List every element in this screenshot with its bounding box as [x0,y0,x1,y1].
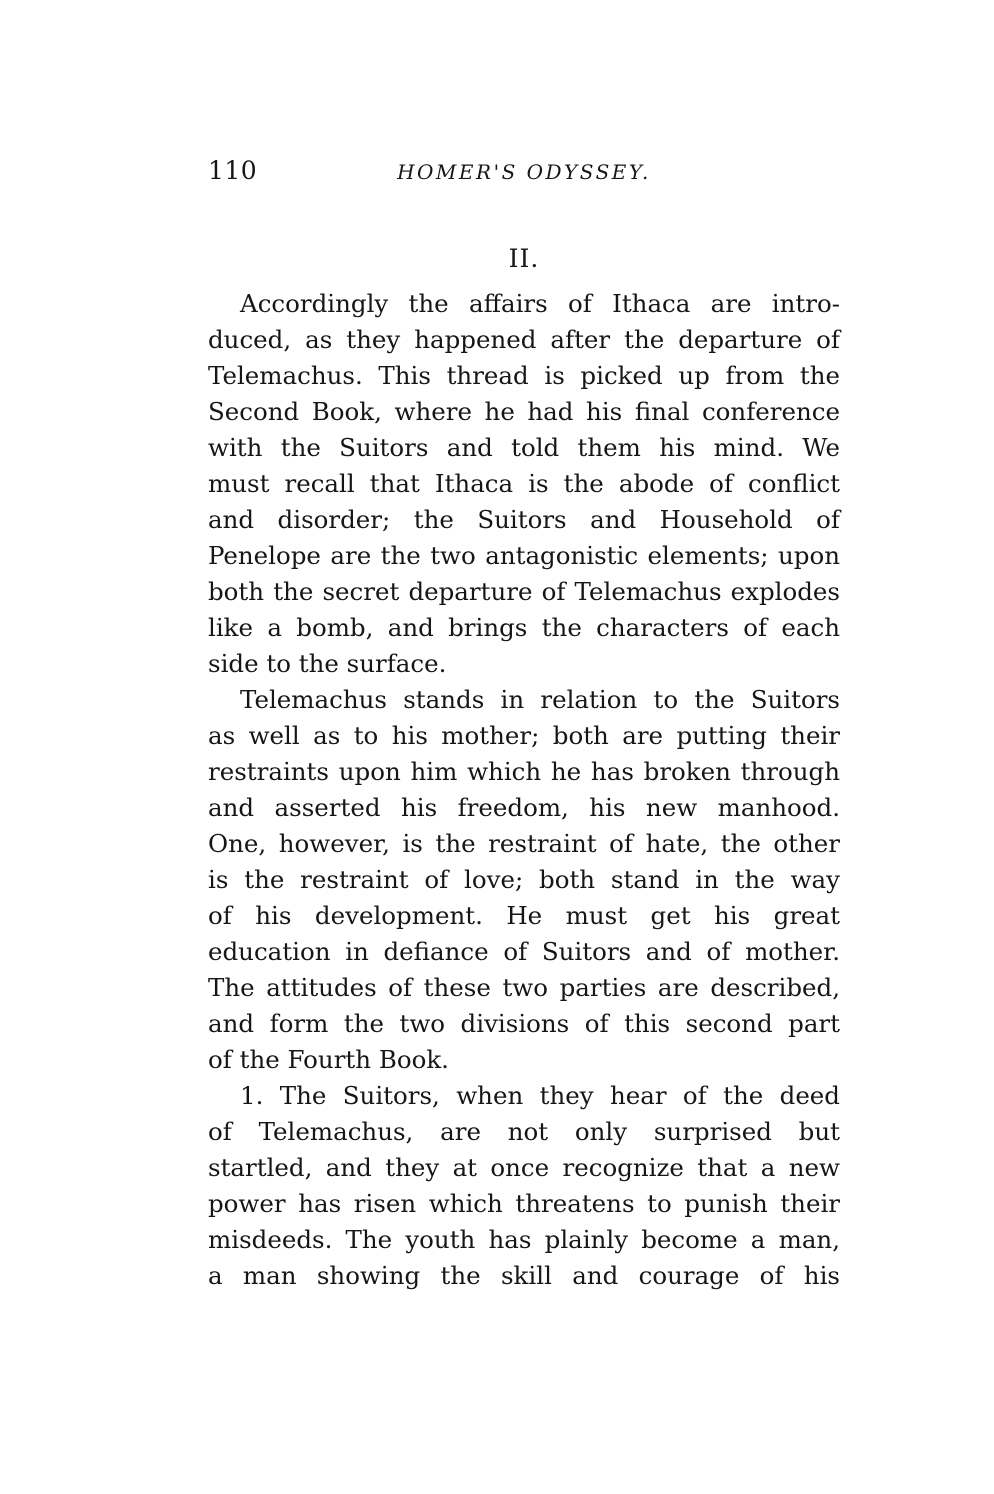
text-line: and form the two divisions of this second part [208,1009,840,1038]
text-line: like a bomb, and brings the characters of each [208,613,840,642]
text-line: of the Fourth Book. [208,1045,449,1074]
text-line: and asserted his freedom, his new manhood. [208,793,840,822]
running-head [208,156,840,192]
text-line: misdeeds. The youth has plainly become a man, [208,1225,840,1254]
text-line: a man showing the skill and courage of his [208,1261,840,1290]
text-line: Penelope are the two antagonistic elements; upon [208,541,840,570]
text-line: education in defiance of Suitors and of mother. [208,937,840,966]
text-line: Telemachus. This thread is picked up from the [208,361,840,390]
text-line: startled, and they at once recognize that a new [208,1153,840,1182]
text-line: duced, as they happened after the departure of [208,325,840,354]
section-heading: II. [508,244,540,273]
text-line: The attitudes of these two parties are described, [208,973,840,1002]
text-line: of his development. He must get his great [208,901,840,930]
text-line: Telemachus stands in relation to the Suitors [240,685,840,714]
text-line: of Telemachus, are not only surprised but [208,1117,840,1146]
text-line: power has risen which threatens to punish their [208,1189,840,1218]
running-title: HOMER'S ODYSSEY. [397,160,651,184]
text-line: is the restraint of love; both stand in the way [208,865,840,894]
text-line: Second Book, where he had his final conference [208,397,840,426]
text-line: 1. The Suitors, when they hear of the deed [240,1081,840,1110]
text-line: One, however, is the restraint of hate, the other [208,829,840,858]
text-line: side to the surface. [208,649,447,678]
text-line: restraints upon him which he has broken through [208,757,840,786]
text-line: must recall that Ithaca is the abode of conflict [208,469,840,498]
text-line: as well as to his mother; both are putting their [208,721,840,750]
text-line: and disorder; the Suitors and Household of [208,505,840,534]
text-line: with the Suitors and told them his mind. We [208,433,840,462]
text-line: both the secret departure of Telemachus explodes [208,577,840,606]
text-line: Accordingly the affairs of Ithaca are intro- [240,289,840,318]
page-number: 110 [208,156,258,185]
